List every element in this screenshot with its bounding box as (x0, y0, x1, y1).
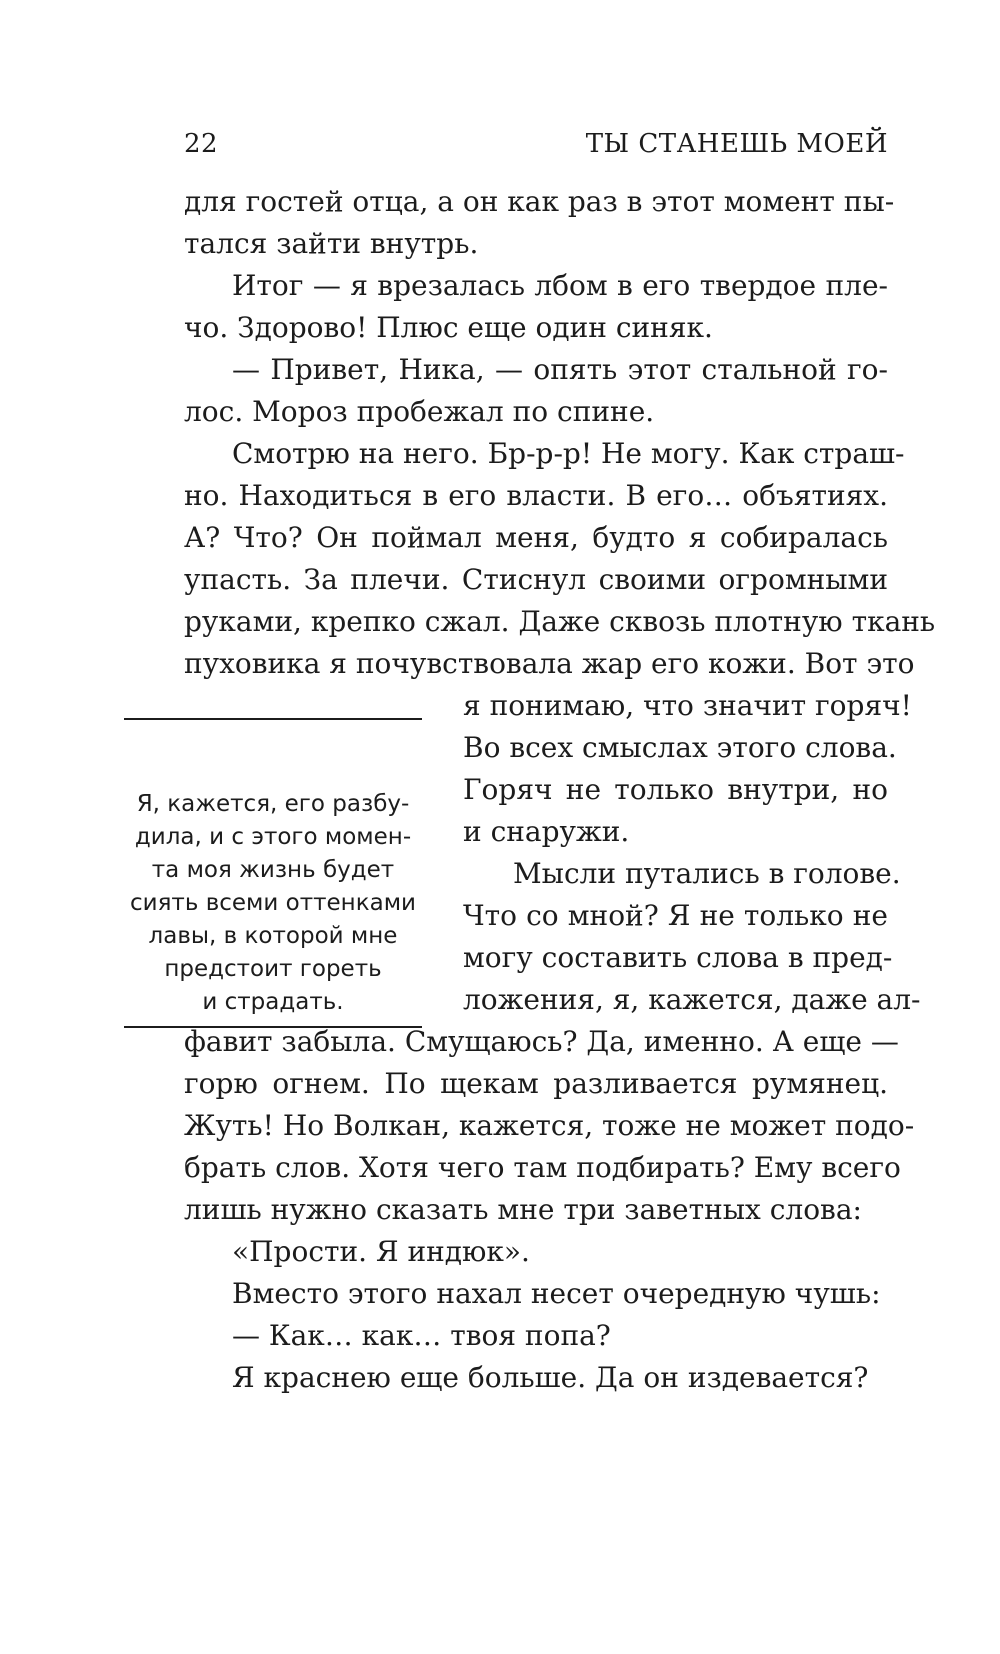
text-line: руками, крепко сжал. Даже сквозь плотную ткань (184, 605, 936, 638)
text-line: — Как… как… твоя попа? (232, 1319, 611, 1352)
text-line: пуховика я почувствовала жар его кожи. Вот это (184, 647, 915, 680)
pull-quote-line: та моя жизнь будет (151, 857, 395, 883)
pull-quote-line: дила, и с этого момен- (134, 824, 412, 850)
text-line: — Привет, Ника, — опять этот стальной го- (232, 353, 888, 386)
pull-quote-top-rule (124, 718, 422, 720)
text-line: могу составить слова в пред- (463, 941, 893, 974)
text-line: брать слов. Хотя чего там подбирать? Ему всего (184, 1151, 901, 1184)
text-line: я понимаю, что значит горяч! (463, 689, 912, 722)
text-line: чо. Здорово! Плюс еще один синяк. (184, 311, 713, 344)
pull-quote-bottom-rule (124, 1026, 422, 1028)
pull-quote-line: предстоит гореть (164, 956, 382, 982)
text-line: лишь нужно сказать мне три заветных слова: (184, 1193, 862, 1226)
text-line: для гостей отца, а он как раз в этот момент пы- (184, 185, 895, 218)
page-number: 22 (184, 129, 219, 159)
text-line: А? Что? Он поймал меня, будто я собиралась (184, 521, 888, 554)
text-line: ложения, я, кажется, даже ал- (463, 983, 921, 1016)
text-line: упасть. За плечи. Стиснул своими огромными (184, 563, 888, 596)
pull-quote-line: сиять всеми оттенками (130, 890, 416, 916)
text-line: Во всех смыслах этого слова. (463, 731, 897, 764)
pull-quote (124, 788, 422, 1019)
text-line: Мысли путались в голове. (513, 857, 901, 890)
text-line: Итог — я врезалась лбом в его твердое пле- (232, 269, 888, 302)
pull-quote-line: и страдать. (202, 989, 344, 1015)
pull-quote-line: Я, кажется, его разбу- (136, 791, 410, 817)
running-title: ТЫ СТАНЕШЬ МОЕЙ (585, 129, 888, 159)
text-line: Я краснею еще больше. Да он издевается? (232, 1361, 869, 1394)
text-line: Смотрю на него. Бр-р-р! Не могу. Как страш- (232, 437, 905, 470)
text-line: лос. Мороз пробежал по спине. (184, 395, 655, 428)
text-line: «Прости. Я индюк». (232, 1235, 530, 1268)
text-line: тался зайти внутрь. (184, 227, 479, 260)
text-line: горю огнем. По щекам разливается румянец. (184, 1067, 888, 1100)
text-line: Что со мной? Я не только не (463, 899, 888, 932)
text-line: и снаружи. (463, 815, 630, 848)
text-line: Горяч не только внутри, но (463, 773, 888, 806)
text-line: но. Находиться в его власти. В его… объятиях. (184, 479, 888, 512)
text-line: Жуть! Но Волкан, кажется, тоже не может подо- (184, 1109, 915, 1142)
text-line: фавит забыла. Смущаюсь? Да, именно. А еще — (184, 1025, 899, 1058)
pull-quote-line: лавы, в которой мне (148, 923, 398, 949)
text-line: Вместо этого нахал несет очередную чушь: (232, 1277, 881, 1310)
